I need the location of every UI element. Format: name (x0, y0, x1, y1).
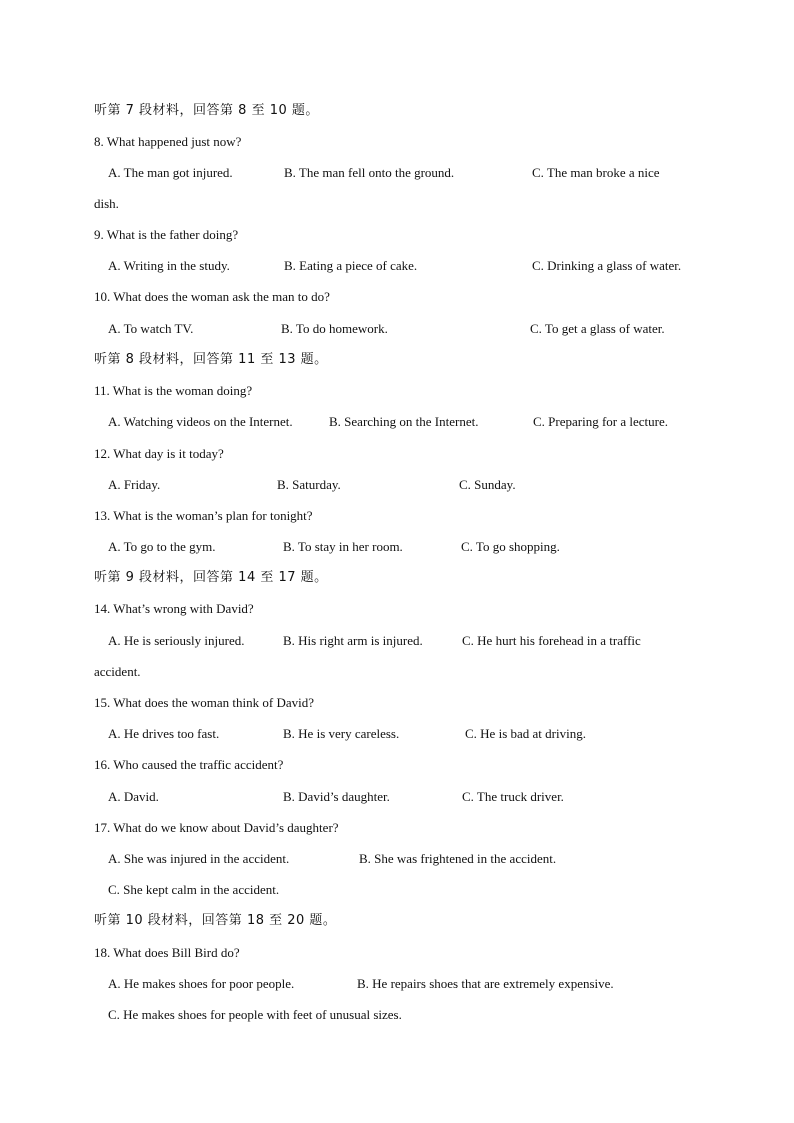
question-18: 18. What does Bill Bird do? (94, 945, 240, 960)
question-15: 15. What does the woman think of David? (94, 695, 314, 710)
q10-option-b: B. To do homework. (281, 321, 388, 336)
question-8: 8. What happened just now? (94, 134, 242, 149)
question-11: 11. What is the woman doing? (94, 383, 253, 398)
q13-option-c: C. To go shopping. (461, 539, 560, 554)
q9-option-a: A. Writing in the study. (108, 258, 230, 273)
q8-option-a: A. The man got injured. (108, 165, 233, 180)
q17-option-b: B. She was frightened in the accident. (359, 851, 557, 866)
question-16: 16. Who caused the traffic accident? (94, 757, 284, 772)
q14-option-c: C. He hurt his forehead in a traffic (462, 633, 641, 648)
q17-option-a: A. She was injured in the accident. (108, 851, 290, 866)
q14-option-b: B. His right arm is injured. (283, 633, 423, 648)
q13-option-a: A. To go to the gym. (108, 539, 216, 554)
q8-option-c: C. The man broke a nice (532, 165, 660, 180)
q15-option-a: A. He drives too fast. (108, 726, 220, 741)
question-10: 10. What does the woman ask the man to do? (94, 289, 330, 304)
section-heading-8: 听第 8 段材料，回答第 11 至 13 题。 (94, 352, 328, 367)
q17-option-c: C. She kept calm in the accident. (108, 882, 280, 897)
q11-option-b: B. Searching on the Internet. (329, 414, 479, 429)
q14-option-c-continued: accident. (94, 664, 141, 679)
q9-option-c: C. Drinking a glass of water. (532, 258, 682, 273)
q11-option-c: C. Preparing for a lecture. (533, 414, 669, 429)
question-9: 9. What is the father doing? (94, 227, 239, 242)
q12-option-a: A. Friday. (108, 477, 161, 492)
question-12: 12. What day is it today? (94, 446, 224, 461)
q18-option-b: B. He repairs shoes that are extremely expensive. (357, 976, 614, 991)
question-13: 13. What is the woman’s plan for tonight? (94, 508, 313, 523)
section-heading-7: 听第 7 段材料，回答第 8 至 10 题。 (94, 103, 319, 118)
q8-option-b: B. The man fell onto the ground. (284, 165, 455, 180)
q18-option-c: C. He makes shoes for people with feet of unusual sizes. (108, 1007, 402, 1022)
q18-option-a: A. He makes shoes for poor people. (108, 976, 295, 991)
question-14: 14. What’s wrong with David? (94, 601, 254, 616)
q9-option-b: B. Eating a piece of cake. (284, 258, 418, 273)
q12-option-c: C. Sunday. (459, 477, 516, 492)
question-17: 17. What do we know about David’s daughter? (94, 820, 339, 835)
q11-option-a: A. Watching videos on the Internet. (108, 414, 293, 429)
q10-option-a: A. To watch TV. (108, 321, 194, 336)
q15-option-b: B. He is very careless. (283, 726, 400, 741)
section-heading-10: 听第 10 段材料，回答第 18 至 20 题。 (94, 913, 337, 928)
q15-option-c: C. He is bad at driving. (465, 726, 586, 741)
q10-option-c: C. To get a glass of water. (530, 321, 665, 336)
q14-option-a: A. He is seriously injured. (108, 633, 245, 648)
q12-option-b: B. Saturday. (277, 477, 341, 492)
q13-option-b: B. To stay in her room. (283, 539, 403, 554)
section-heading-9: 听第 9 段材料，回答第 14 至 17 题。 (94, 570, 328, 585)
q16-option-a: A. David. (108, 789, 159, 804)
q16-option-b: B. David’s daughter. (283, 789, 390, 804)
q8-option-c-continued: dish. (94, 196, 119, 211)
q16-option-c: C. The truck driver. (462, 789, 564, 804)
